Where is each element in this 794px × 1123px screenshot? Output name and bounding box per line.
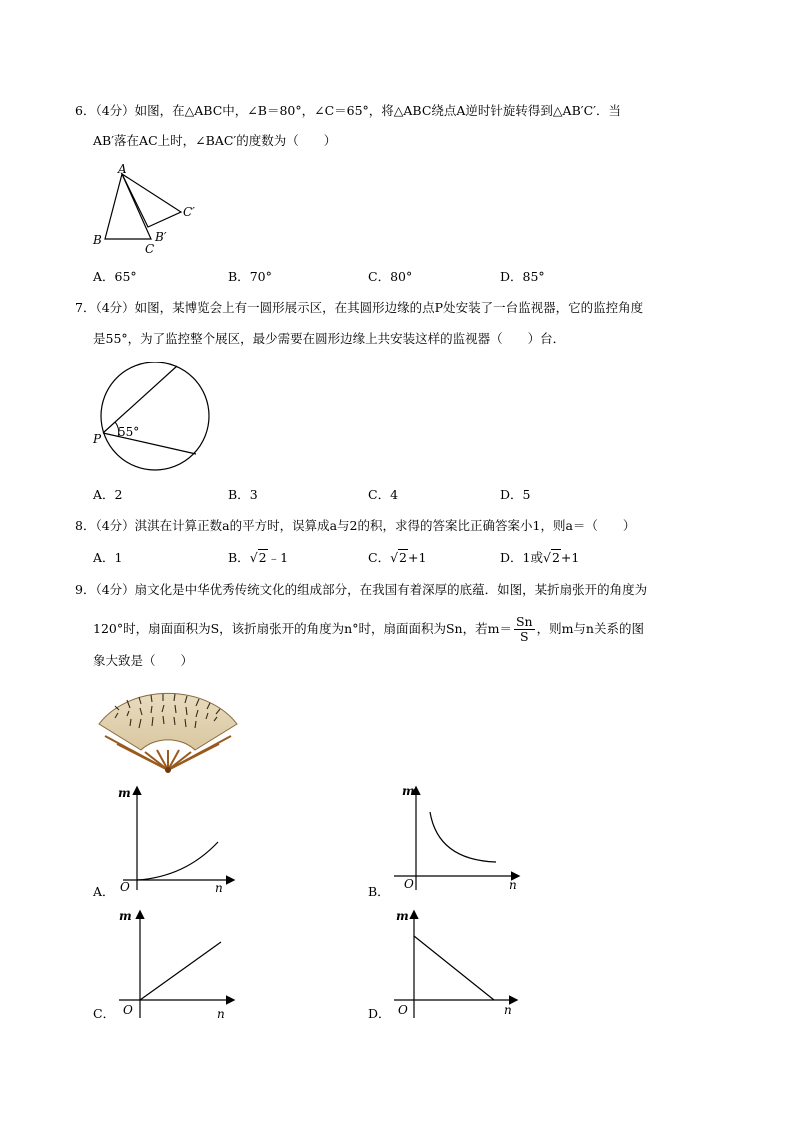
q6-number: 6．: [75, 103, 96, 118]
q7-option-b[interactable]: B．3: [228, 487, 258, 502]
q7-option-a[interactable]: A．2: [93, 487, 123, 502]
q6-triangle-abc: [105, 174, 151, 239]
q6-score: （4分）: [95, 103, 135, 118]
q9-graph-b[interactable]: [390, 782, 525, 892]
q8-score: （4分）: [95, 518, 135, 533]
q9-line2: 120°时，扇面面积为S，该折扇张开的角度为n°时，扇面面积为Sn，若m＝ $\frac{Sn}{S}$ ，则m与n关系的图: [93, 614, 644, 644]
x-label: n: [504, 1003, 512, 1017]
q7-label-p: P: [93, 432, 102, 446]
q8-line1: [75, 516, 635, 536]
x-label: n: [215, 881, 223, 892]
q9-option-b[interactable]: B．: [368, 884, 390, 899]
origin-label: O: [123, 1003, 133, 1017]
q9-option-a[interactable]: A．: [93, 884, 115, 899]
q7-angle-label: 55°: [118, 425, 140, 439]
q7-ray-upper: [103, 366, 177, 433]
q6-label-b: B: [93, 233, 102, 247]
q9-score: （4分）: [95, 582, 135, 597]
q6-option-a[interactable]: A．65°: [93, 269, 137, 284]
q6-text-1: 如图，在△ABC中，∠B＝80°，∠C＝65°，将△ABC绕点A逆时针旋转得到△AB′C′．当: [134, 103, 622, 118]
q6-label-a: A: [118, 162, 127, 176]
q8-number: 8．: [75, 518, 96, 533]
q7-line2: 是55°，为了监控整个展区，最少需要在圆形边缘上共安装这样的监视器（ ）台．: [93, 331, 566, 346]
q7-number: 7．: [75, 300, 96, 315]
q9-fraction: $\frac{Sn}{S}$: [515, 614, 533, 644]
q9-text-1: 扇文化是中华优秀传统文化的组成部分，在我国有着深厚的底蕴．如图，某折扇张开的角度为: [134, 582, 648, 597]
y-label: m: [118, 786, 131, 800]
q9-number: 9．: [75, 582, 96, 597]
q6-triangle-figure: [88, 160, 208, 260]
q6-label-c-prime: C′: [183, 205, 195, 219]
q9-line3: 象大致是（ ）: [93, 653, 194, 668]
q8-option-c[interactable]: C．√2+1: [368, 550, 427, 565]
q9-option-d[interactable]: D．: [368, 1006, 391, 1021]
q6-label-b-prime: B′: [155, 230, 167, 244]
q9-line1: [75, 580, 647, 600]
q7-ray-lower: [103, 433, 196, 454]
q8-option-a[interactable]: A．1: [93, 550, 123, 565]
q6-option-b[interactable]: B．70°: [228, 269, 272, 284]
q6-option-d[interactable]: D．85°: [500, 269, 545, 284]
q7-line1: [75, 298, 643, 318]
curve: [430, 812, 496, 862]
q8-option-b[interactable]: B．√2﹣1: [228, 550, 289, 565]
q9-graph-c[interactable]: [115, 906, 240, 1021]
q7-option-d[interactable]: D．5: [500, 487, 531, 502]
q7-score: （4分）: [95, 300, 135, 315]
origin-label: O: [404, 877, 414, 891]
origin-label: O: [398, 1003, 408, 1017]
q6-triangle-abc-rotated: [122, 174, 181, 227]
y-label: m: [119, 909, 132, 923]
sqrt-sign: √: [390, 550, 399, 565]
q9-graph-d[interactable]: [390, 906, 525, 1021]
line: [140, 942, 221, 1000]
folding-fan-image: [95, 688, 241, 776]
line: [414, 936, 494, 1000]
q7-option-c[interactable]: C．4: [368, 487, 399, 502]
sqrt-sign: √: [249, 550, 258, 565]
curve: [137, 842, 218, 880]
y-label: m: [396, 909, 409, 923]
x-label: n: [509, 878, 517, 892]
q7-circle-figure: [88, 362, 218, 474]
q6-option-c[interactable]: C．80°: [368, 269, 413, 284]
x-label: n: [217, 1007, 225, 1021]
sqrt-sign: √: [542, 550, 551, 565]
q8-text-1: 淇淇在计算正数a的平方时，误算成a与2的积，求得的答案比正确答案小1，则a＝（ ）: [134, 518, 636, 533]
y-label: m: [402, 784, 415, 798]
q9-graph-a[interactable]: [115, 782, 240, 892]
q6-line2: AB′落在AC上时，∠BAC′的度数为（ ）: [93, 133, 337, 148]
q6-label-c: C: [145, 242, 155, 256]
origin-label: O: [120, 880, 130, 892]
q6-line1: [75, 101, 621, 121]
q7-text-1: 如图，某博览会上有一圆形展示区，在其圆形边缘的点P处安装了一台监视器，它的监控角度: [134, 300, 644, 315]
q9-option-c[interactable]: C．: [93, 1006, 116, 1021]
q8-option-d[interactable]: D．1或√2+1: [500, 550, 580, 565]
